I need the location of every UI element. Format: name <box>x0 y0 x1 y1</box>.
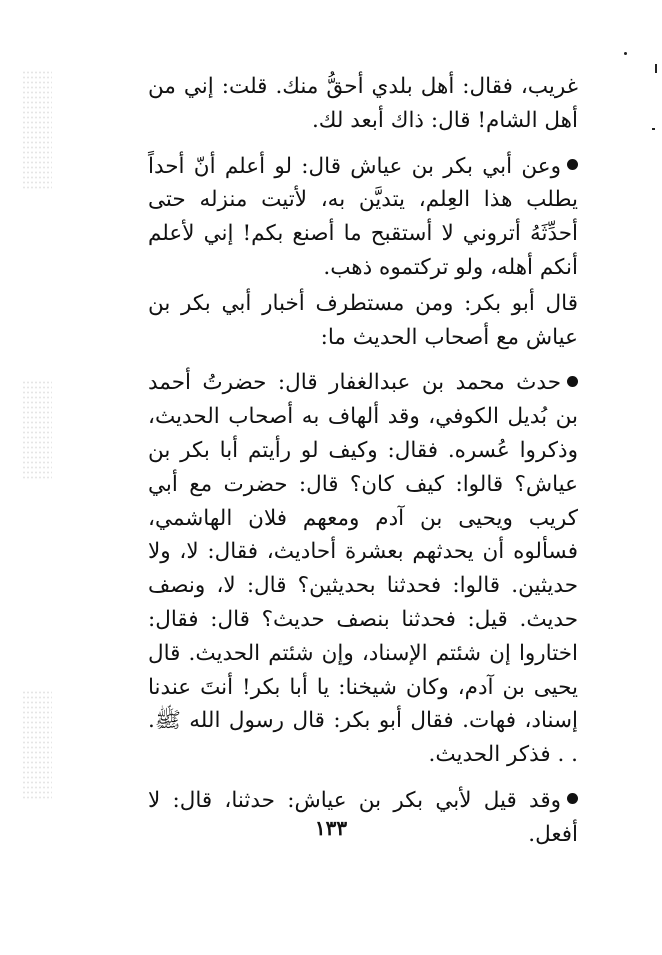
bullet-icon <box>567 793 578 804</box>
paragraph-4 <box>148 366 578 772</box>
paragraph-1-text: غريب، فقال: أهل بلدي أحقُّ منك. قلت: إني من أهل الشام! قال: ذاك أبعد لك. <box>148 74 578 133</box>
scan-speckle <box>22 380 52 480</box>
bullet-icon <box>567 376 578 387</box>
paragraph-2 <box>148 150 578 285</box>
paragraph-5-text: وقد قيل لأبي بكر بن عياش: حدثنا، قال: لا أفعل. <box>148 787 578 847</box>
paragraph-3-text: قال أبو بكر: ومن مستطرف أخبار أبي بكر بن عياش مع أصحاب الحديث ما: <box>148 290 578 350</box>
body-text <box>148 70 578 852</box>
scan-mark <box>652 128 655 130</box>
bullet-icon <box>567 159 578 170</box>
paragraph-3 <box>148 287 578 355</box>
paragraph-4-text: حدث محمد بن عبدالغفار قال: حضرتُ أحمد بن بُديل الكوفي، وقد ألهاف به أصحاب الحديث، وذكروا عُسره. فقال: وكيف لو رأيتم أبا بكر بن عياش؟ قالوا: كيف كان؟ قال: حضرت مع أبي كريب ويحيى بن آدم ومعهم فلان الهاشمي، فسألوه أن يحدثهم بعشرة أحاديث، فقال: لا، ولا حديثين. قالوا: فحدثنا بحديثين؟ قال: لا، ونصف حديث. قيل: فحدثنا بنصف حديث؟ قال: فقال: اختاروا إن شئتم الإسناد، وإن شئتم الحديث. قال يحيى بن آدم، وكان شيخنا: يا أبا بكر! أنتَ عندنا إسناد، فهات. فقال أبو بكر: قال رسول الله ﷺ. . . فذكر الحديث. <box>148 370 578 768</box>
paragraph-1 <box>148 70 578 138</box>
page-number: ١٣٣ <box>314 816 348 840</box>
scan-mark <box>624 52 627 55</box>
paragraph-2-text: وعن أبي بكر بن عياش قال: لو أعلم أنّ أحداً يطلب هذا العِلم، يتديَّن به، لأتيت منزله حتى أحدِّثَهُ أتروني لا أستقبح ما أصنع بكم! إني لأعلم أنكم أهله، ولو تركتموه ذهب. <box>148 153 578 280</box>
scan-speckle <box>22 70 52 190</box>
scan-mark <box>655 64 657 73</box>
scan-speckle <box>22 690 52 800</box>
